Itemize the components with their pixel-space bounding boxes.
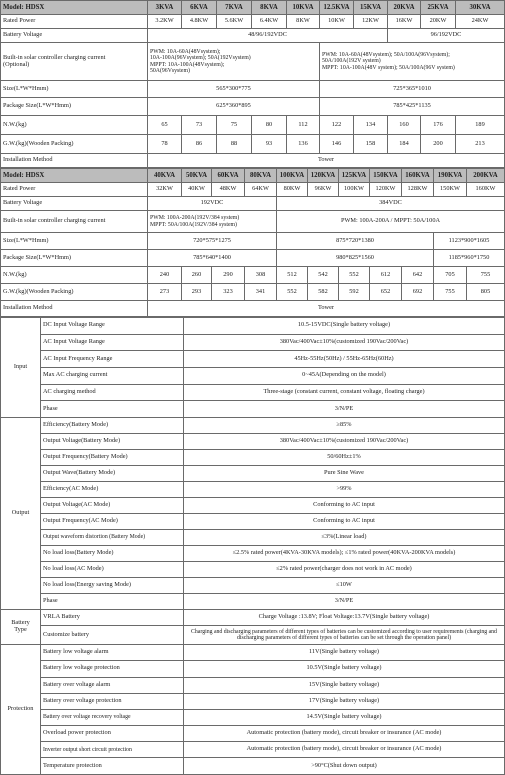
model-cell: 20KVA	[388, 1, 421, 15]
output-param-row	[1, 514, 505, 530]
value-cell: Tower	[148, 154, 505, 168]
param-label: Efficiency(AC Mode)	[41, 482, 184, 498]
param-label: AC Input Frequency Range	[41, 351, 184, 368]
row-label: Package Size(L*W*Hmm)	[1, 250, 148, 267]
value-cell: 32KW	[148, 183, 182, 197]
value-line: MPPT: 50A/100A(192V/384 system)	[150, 221, 237, 228]
model-cell: 30KVA	[456, 1, 505, 15]
value-cell: 725*365*1010	[320, 81, 505, 98]
model-cell: 25KVA	[421, 1, 456, 15]
input-param-row	[1, 334, 505, 351]
input-param-row	[1, 401, 505, 418]
size-row	[1, 81, 505, 98]
value-cell: 160KW	[467, 183, 505, 197]
param-label: VRLA Battery	[41, 610, 184, 626]
value-cell: 785*640*1400	[148, 250, 277, 267]
output-param-row	[1, 578, 505, 594]
value-cell: 213	[456, 135, 505, 154]
value-cell: 24KW	[456, 15, 505, 29]
param-label: Battery low voltage protection	[41, 661, 184, 677]
value-cell: 150KW	[434, 183, 467, 197]
value-cell: 755	[467, 267, 505, 284]
param-value: 0~45A(Depending on the model)	[184, 368, 505, 385]
value-cell: 755	[434, 284, 467, 301]
param-value: Conforming to AC input	[184, 514, 505, 530]
spec-table-large-models	[0, 168, 505, 317]
model-cell: 3KVA	[148, 1, 182, 15]
param-label: AC Input Voltage Range	[41, 334, 184, 351]
output-param-row	[1, 530, 505, 546]
value-cell: 160	[388, 116, 421, 135]
param-label: Output Wave(Battery Mode)	[41, 466, 184, 482]
value-cell: 86	[182, 135, 217, 154]
param-value: Conforming to AC input	[184, 498, 505, 514]
value-cell	[148, 43, 320, 81]
model-cell: 100KVA	[277, 169, 308, 183]
value-cell: 80KW	[277, 183, 308, 197]
model-header-row	[1, 1, 505, 15]
battery-voltage-row	[1, 197, 505, 211]
param-label: AC charging method	[41, 384, 184, 401]
row-label: Installation Method	[1, 301, 148, 317]
spec-table-small-models	[0, 0, 505, 168]
value-cell: 5.6KW	[217, 15, 252, 29]
value-cell: 158	[354, 135, 388, 154]
row-label-line: Built-in solar controller charging current	[3, 53, 106, 61]
model-cell: 200KVA	[467, 169, 505, 183]
value-cell: 805	[467, 284, 505, 301]
param-label: Output Voltage(AC Mode)	[41, 498, 184, 514]
value-cell: 384VDC	[277, 197, 505, 211]
param-label: Phase	[41, 401, 184, 418]
model-cell: 120KVA	[308, 169, 339, 183]
param-value: 3/N/PE	[184, 401, 505, 418]
model-cell: 15KVA	[354, 1, 388, 15]
param-value: 10.5V(Single battery voltage)	[184, 661, 505, 677]
installation-row	[1, 301, 505, 317]
value-cell: 875*720*1380	[277, 233, 434, 250]
output-param-row	[1, 434, 505, 450]
param-label: Battery over voltage protection	[41, 693, 184, 709]
param-value: Charge Voltage :13.8V; Float Voltage:13.7V(Single battery voltage)	[184, 610, 505, 626]
row-label: Rated Power	[1, 15, 148, 29]
param-value: Charging and discharging parameters of different types of batteries can be customized according to user requirements (charging and discharging parameters of different types of batteries can be set through the operation panel)	[184, 626, 505, 645]
model-cell: 125KVA	[339, 169, 370, 183]
protection-param-row	[1, 661, 505, 677]
row-label: Size(L*W*Hmm)	[1, 233, 148, 250]
model-header-row	[1, 169, 505, 183]
value-line: 50A/100A(192V system)	[322, 58, 381, 65]
output-param-row	[1, 482, 505, 498]
output-param-row	[1, 450, 505, 466]
parameters-body	[1, 318, 505, 775]
value-line: MPPT: 10A-100A(48Vsystem);	[150, 61, 225, 68]
value-cell: 720*575*1275	[148, 233, 277, 250]
param-label: Battery over voltage recovery voltage	[41, 709, 184, 725]
value-cell: 75	[217, 116, 252, 135]
param-label: Customize battery	[41, 626, 184, 645]
value-cell: 293	[182, 284, 212, 301]
value-cell: 3.2KW	[148, 15, 182, 29]
value-cell: 240	[148, 267, 182, 284]
value-cell: 120KW	[370, 183, 402, 197]
input-param-row	[1, 384, 505, 401]
group-label-line: Type	[14, 626, 27, 634]
protection-param-row	[1, 709, 505, 725]
value-cell: 323	[212, 284, 245, 301]
model-cell: 50KVA	[182, 169, 212, 183]
row-label: Battery Voltage	[1, 29, 148, 43]
value-cell: 136	[287, 135, 320, 154]
param-label: Overload power protection	[41, 726, 184, 742]
protection-param-row	[1, 677, 505, 693]
value-cell: 290	[212, 267, 245, 284]
gross-weight-row	[1, 135, 505, 154]
value-cell: 542	[308, 267, 339, 284]
input-param-row	[1, 351, 505, 368]
net-weight-row	[1, 267, 505, 284]
param-label: No load loss(AC Mode)	[41, 562, 184, 578]
value-cell: 1185*960*1750	[434, 250, 505, 267]
param-value: 15V(Single battery voltage)	[184, 677, 505, 693]
param-value: 380Vac/400Vac±10%(customized 190Vac/200Vac)	[184, 334, 505, 351]
value-cell: 705	[434, 267, 467, 284]
protection-group-label: Protection	[1, 645, 41, 775]
value-cell: 64KW	[245, 183, 277, 197]
protection-param-row	[1, 726, 505, 742]
rated-power-row	[1, 183, 505, 197]
param-label: Temperature protection	[41, 758, 184, 774]
param-label: No load loss(Energy saving Mode)	[41, 578, 184, 594]
output-param-row	[1, 562, 505, 578]
param-value: 17V(Single battery voltage)	[184, 693, 505, 709]
package-size-row	[1, 98, 505, 116]
solar-controller-row	[1, 43, 505, 81]
protection-param-row	[1, 742, 505, 758]
param-value: ≤2.5% rated power(4KVA-30KVA models); ≤1% rated power(40KVA-200KVA models)	[184, 546, 505, 562]
value-cell: 308	[245, 267, 277, 284]
value-cell: 512	[277, 267, 308, 284]
model-cell: 12.5KVA	[320, 1, 354, 15]
value-cell: 692	[402, 284, 434, 301]
model-cell: 60KVA	[212, 169, 245, 183]
row-label: Installation Method	[1, 154, 148, 168]
model-label: Model: HDSX	[1, 169, 148, 183]
battery-param-row	[1, 610, 505, 626]
value-cell: 6.4KW	[252, 15, 287, 29]
param-value: ≤3%(Linear load)	[184, 530, 505, 546]
value-cell: 565*300*775	[148, 81, 320, 98]
value-cell: 96KW	[308, 183, 339, 197]
value-cell: 16KW	[388, 15, 421, 29]
value-cell: 200	[421, 135, 456, 154]
param-label: Output Frequency(AC Mode)	[41, 514, 184, 530]
value-cell: 134	[354, 116, 388, 135]
value-line: 10A-100A(96Vsystem); 50A(192Vsystem)	[150, 55, 251, 62]
group-label-line: Battery	[11, 619, 30, 627]
row-label: N.W.(kg)	[1, 267, 148, 284]
param-value: ≤10W	[184, 578, 505, 594]
model-cell: 10KVA	[287, 1, 320, 15]
param-value: Three-stage (constant current, constant voltage, floating charge)	[184, 384, 505, 401]
input-param-row	[1, 318, 505, 335]
value-line: PWM: 10A-60A(48Vsystem); 50A/100A(96Vsystem);	[322, 51, 450, 58]
row-label: Size(L*W*Hmm)	[1, 81, 148, 98]
package-size-row	[1, 250, 505, 267]
output-param-row	[1, 498, 505, 514]
value-cell: 20KW	[421, 15, 456, 29]
value-line: MPPT: 10A-100A(48V system); 50A/100A(96V system)	[322, 64, 455, 71]
net-weight-row	[1, 116, 505, 135]
param-value: 45Hz-55Hz(50Hz) / 55Hz-65Hz(60Hz)	[184, 351, 505, 368]
installation-row	[1, 154, 505, 168]
param-value: 380Vac/400Vac±10%(customized 190Vac/200Vac)	[184, 434, 505, 450]
value-line: 50A(96Vsystem)	[150, 67, 190, 74]
battery-group-label	[1, 610, 41, 645]
param-label: Battery low voltage alarm	[41, 645, 184, 661]
value-cell	[320, 43, 505, 81]
param-label: Output Frequency(Battery Mode)	[41, 450, 184, 466]
model-cell: 190KVA	[434, 169, 467, 183]
protection-param-row	[1, 645, 505, 661]
gross-weight-row	[1, 284, 505, 301]
value-cell: 122	[320, 116, 354, 135]
value-cell: PWM: 100A-200A / MPPT: 50A/100A	[277, 211, 505, 233]
model-cell: 8KVA	[252, 1, 287, 15]
param-value: ≥85%	[184, 418, 505, 434]
param-label: Output waveform distortion (Battery Mode)	[41, 530, 184, 546]
size-row	[1, 233, 505, 250]
value-cell: 40KW	[182, 183, 212, 197]
param-value: >99%	[184, 482, 505, 498]
value-cell: 48KW	[212, 183, 245, 197]
param-label: DC Input Voltage Range	[41, 318, 184, 335]
value-cell	[148, 211, 277, 233]
protection-param-row	[1, 758, 505, 774]
value-cell: 341	[245, 284, 277, 301]
model-cell: 160KVA	[402, 169, 434, 183]
param-value: ≤2% rated power(charger does not work in AC mode)	[184, 562, 505, 578]
row-label: Battery Voltage	[1, 197, 148, 211]
param-value: Automatic protection (battery mode), circuit breaker or insurance (AC mode)	[184, 742, 505, 758]
value-cell: 192VDC	[148, 197, 277, 211]
row-label: G.W.(kg)(Wooden Packing)	[1, 135, 148, 154]
value-cell: 652	[370, 284, 402, 301]
param-label: Output Voltage(Battery Mode)	[41, 434, 184, 450]
value-cell: 146	[320, 135, 354, 154]
rated-power-row	[1, 15, 505, 29]
value-cell: 100KW	[339, 183, 370, 197]
value-cell: 80	[252, 116, 287, 135]
row-label: Rated Power	[1, 183, 148, 197]
param-label: Max AC charging current	[41, 368, 184, 385]
row-label-line: (Optional)	[3, 60, 30, 68]
param-label: Phase	[41, 594, 184, 610]
value-cell: 1123*900*1605	[434, 233, 505, 250]
value-cell: 8KW	[287, 15, 320, 29]
output-group-label: Output	[1, 418, 41, 610]
value-cell: 785*425*1135	[320, 98, 505, 116]
value-cell: 96/192VDC	[388, 29, 505, 43]
row-label: N.W.(kg)	[1, 116, 148, 135]
value-cell: 260	[182, 267, 212, 284]
value-line: PWM: 100A-200A(192V/384 system)	[150, 215, 240, 222]
value-cell: 93	[252, 135, 287, 154]
spec-table-parameters	[0, 317, 505, 775]
model-label: Model: HDSX	[1, 1, 148, 15]
value-cell: 4.8KW	[182, 15, 217, 29]
param-label: No load loss(Battery Mode)	[41, 546, 184, 562]
value-cell: 273	[148, 284, 182, 301]
value-cell: 552	[277, 284, 308, 301]
output-param-row	[1, 418, 505, 434]
param-value: 11V(Single battery voltage)	[184, 645, 505, 661]
value-line: PWM: 10A-60A(48Vsystem);	[150, 48, 221, 55]
param-label: Battery over voltage alarm	[41, 677, 184, 693]
param-value: Pure Sine Wave	[184, 466, 505, 482]
value-cell: 73	[182, 116, 217, 135]
value-cell: 582	[308, 284, 339, 301]
row-label	[1, 43, 148, 81]
value-cell: 10KW	[320, 15, 354, 29]
value-cell: 128KW	[402, 183, 434, 197]
solar-controller-row	[1, 211, 505, 233]
output-param-row	[1, 546, 505, 562]
value-cell: 88	[217, 135, 252, 154]
value-cell: 625*360*895	[148, 98, 320, 116]
value-cell: 12KW	[354, 15, 388, 29]
value-cell: 176	[421, 116, 456, 135]
param-value: 14.5V(Single battery voltage)	[184, 709, 505, 725]
model-cell: 150KVA	[370, 169, 402, 183]
input-group-label: Input	[1, 318, 41, 418]
value-cell: 184	[388, 135, 421, 154]
value-cell: 65	[148, 116, 182, 135]
param-value: 3/N/PE	[184, 594, 505, 610]
protection-param-row	[1, 693, 505, 709]
param-value: 50/60Hz±1%	[184, 450, 505, 466]
param-value: Automatic protection (battery mode), circuit breaker or insurance (AC mode)	[184, 726, 505, 742]
value-cell: 980*825*1560	[277, 250, 434, 267]
param-value: 10.5-15VDC(Single battery voltage)	[184, 318, 505, 335]
input-param-row	[1, 368, 505, 385]
param-label: Efficiency(Battery Mode)	[41, 418, 184, 434]
battery-voltage-row	[1, 29, 505, 43]
param-label: Inverter output short circuit protection	[41, 742, 184, 758]
output-param-row	[1, 466, 505, 482]
value-cell: Tower	[148, 301, 505, 317]
battery-param-row	[1, 626, 505, 645]
row-label: G.W.(kg)(Wooden Packing)	[1, 284, 148, 301]
model-cell: 6KVA	[182, 1, 217, 15]
value-cell: 112	[287, 116, 320, 135]
value-cell: 552	[339, 267, 370, 284]
value-cell: 78	[148, 135, 182, 154]
model-cell: 80KVA	[245, 169, 277, 183]
value-cell: 48/96/192VDC	[148, 29, 388, 43]
model-cell: 7KVA	[217, 1, 252, 15]
value-cell: 642	[402, 267, 434, 284]
value-cell: 612	[370, 267, 402, 284]
output-param-row	[1, 594, 505, 610]
value-cell: 189	[456, 116, 505, 135]
row-label: Package Size(L*W*Hmm)	[1, 98, 148, 116]
row-label: Built-in solar controller charging current	[1, 211, 148, 233]
value-cell: 592	[339, 284, 370, 301]
param-value: >90°C(Shut down output)	[184, 758, 505, 774]
model-cell: 40KVA	[148, 169, 182, 183]
